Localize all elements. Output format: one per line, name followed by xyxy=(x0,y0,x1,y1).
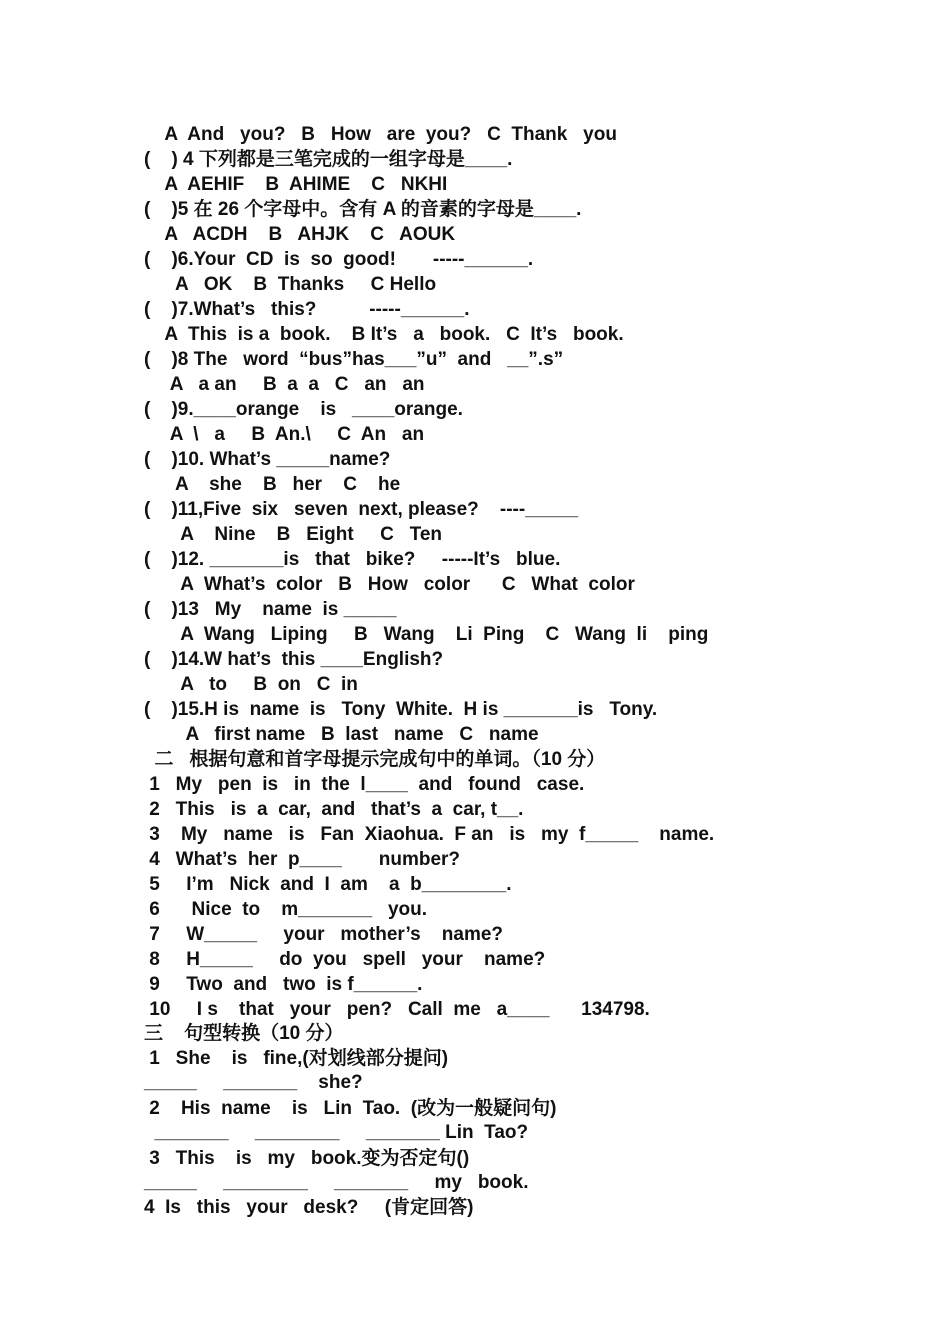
transform-item: 2 His name is Lin Tao. (改为一般疑问句) xyxy=(144,1098,557,1119)
fill-in-item: 5 I’m Nick and I am a b________. xyxy=(144,874,512,895)
answer-blanks: _______ ________ _______ Lin Tao? xyxy=(144,1122,529,1143)
transform-item: 3 This is my book.变为否定句() xyxy=(144,1148,470,1169)
fill-in-item: 3 My name is Fan Xiaohua. F an is my f_____ name. xyxy=(144,824,715,845)
question-10: ( )10. What’s _____name? xyxy=(144,449,391,470)
fill-in-item: 6 Nice to m_______ you. xyxy=(144,899,428,920)
options-line: A she B her C he xyxy=(144,474,401,495)
fill-in-item: 7 W_____ your mother’s name? xyxy=(144,924,504,945)
question-15: ( )15.H is name is Tony White. H is _______is Tony. xyxy=(144,699,658,720)
section-2-heading: 二 根据句意和首字母提示完成句中的单词。（10 分） xyxy=(144,749,606,770)
question-5: ( )5 在 26 个字母中。含有 A 的音素的字母是____. xyxy=(144,199,582,220)
answer-blanks: _____ _______ she? xyxy=(144,1072,363,1093)
transform-item: 1 She is fine,(对划线部分提问) xyxy=(144,1048,449,1069)
options-line: A ACDH B AHJK C AOUK xyxy=(144,224,456,245)
question-9: ( )9.____orange is ____orange. xyxy=(144,399,463,420)
answer-blanks: _____ ________ _______ my book. xyxy=(144,1172,529,1193)
fill-in-item: 2 This is a car, and that’s a car, t__. xyxy=(144,799,524,820)
options-line: A \ a B An.\ C An an xyxy=(144,424,425,445)
options-line: A AEHIF B AHIME C NKHI xyxy=(144,174,448,195)
fill-in-item: 4 What’s her p____ number? xyxy=(144,849,461,870)
fill-in-item: 10 I s that your pen? Call me a____ 134798. xyxy=(144,999,650,1020)
fill-in-item: 9 Two and two is f______. xyxy=(144,974,423,995)
options-line: A a an B a a C an an xyxy=(144,374,425,395)
question-13: ( )13 My name is _____ xyxy=(144,599,397,620)
options-line: A Nine B Eight C Ten xyxy=(144,524,443,545)
question-6: ( )6.Your CD is so good! -----______. xyxy=(144,249,534,270)
text-line: A And you? B How are you? C Thank you xyxy=(144,124,617,145)
options-line: A OK B Thanks C Hello xyxy=(144,274,437,295)
options-line: A to B on C in xyxy=(144,674,358,695)
section-3-heading: 三 句型转换（10 分） xyxy=(144,1023,344,1044)
fill-in-item: 1 My pen is in the l____ and found case. xyxy=(144,774,585,795)
options-line: A Wang Liping B Wang Li Ping C Wang li ping xyxy=(144,624,709,645)
question-12: ( )12. _______is that bike? -----It’s blue. xyxy=(144,549,561,570)
options-line: A This is a book. B It’s a book. C It’s book. xyxy=(144,324,624,345)
question-8: ( )8 The word “bus”has___”u” and __”.s” xyxy=(144,349,564,370)
fill-in-item: 8 H_____ do you spell your name? xyxy=(144,949,546,970)
question-11: ( )11,Five six seven next, please? ----_____ xyxy=(144,499,579,520)
options-line: A first name B last name C name xyxy=(144,724,539,745)
question-14: ( )14.W hat’s this ____English? xyxy=(144,649,444,670)
options-line: A What’s color B How color C What color xyxy=(144,574,635,595)
transform-item: 4 Is this your desk? (肯定回答) xyxy=(144,1197,474,1218)
question-7: ( )7.What’s this? -----______. xyxy=(144,299,470,320)
question-4: ( ) 4 下列都是三笔完成的一组字母是____. xyxy=(144,149,513,170)
